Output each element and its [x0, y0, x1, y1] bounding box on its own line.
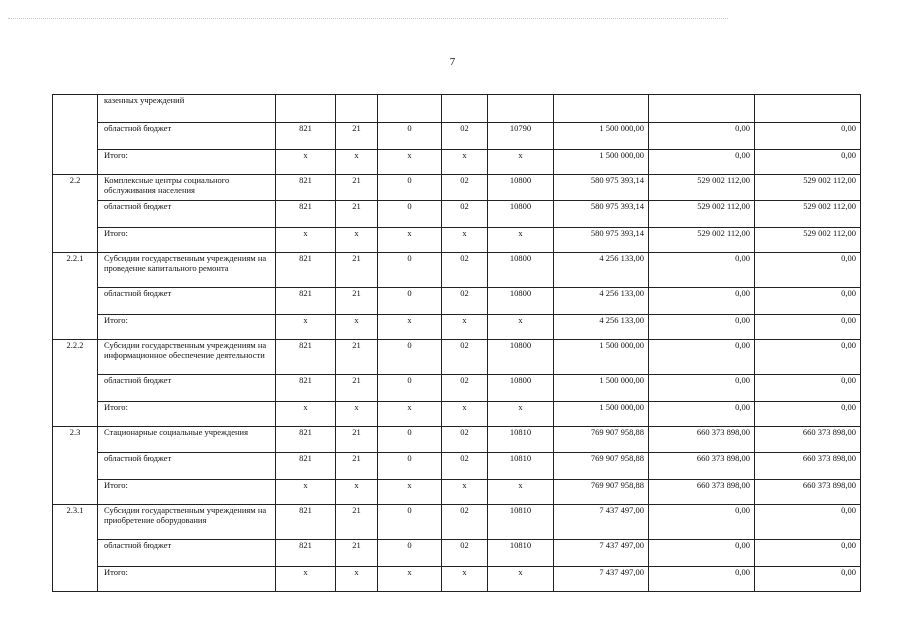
amount-cell-2: 0,00 [649, 402, 755, 427]
code-cell-1 [276, 95, 336, 123]
code-cell-3: 0 [378, 175, 442, 201]
item-name-cell: Итого: [98, 402, 276, 427]
item-name-cell: Итого: [98, 228, 276, 253]
table-row [53, 228, 861, 253]
amount-cell-3: 0,00 [755, 123, 861, 150]
code-cell-2: 21 [336, 175, 378, 201]
budget-table-body [53, 95, 861, 592]
code-cell-2: 21 [336, 288, 378, 315]
code-cell-4: 02 [442, 505, 488, 540]
amount-cell-2: 529 002 112,00 [649, 201, 755, 228]
amount-cell-1: 1 500 000,00 [554, 375, 649, 402]
code-cell-2: x [336, 150, 378, 175]
amount-cell-3: 529 002 112,00 [755, 175, 861, 201]
table-row [53, 150, 861, 175]
code-cell-3 [378, 95, 442, 123]
code-cell-1: x [276, 567, 336, 592]
code-cell-5 [488, 95, 554, 123]
code-cell-1: 821 [276, 453, 336, 480]
item-name-cell: Комплексные центры социального обслуживания населения [98, 175, 276, 201]
amount-cell-1: 4 256 133,00 [554, 288, 649, 315]
code-cell-5: 10810 [488, 505, 554, 540]
table-row [53, 427, 861, 453]
code-cell-5: 10800 [488, 288, 554, 315]
table-row [53, 123, 861, 150]
amount-cell-2: 660 373 898,00 [649, 480, 755, 505]
item-name-cell: областной бюджет [98, 288, 276, 315]
item-name-cell: Итого: [98, 315, 276, 340]
code-cell-2: 21 [336, 253, 378, 288]
code-cell-5: 10800 [488, 340, 554, 375]
code-cell-3: x [378, 567, 442, 592]
amount-cell-1: 1 500 000,00 [554, 402, 649, 427]
amount-cell-2: 0,00 [649, 288, 755, 315]
code-cell-3: x [378, 402, 442, 427]
code-cell-3: 0 [378, 253, 442, 288]
amount-cell-2: 0,00 [649, 253, 755, 288]
code-cell-4: 02 [442, 375, 488, 402]
amount-cell-2: 0,00 [649, 123, 755, 150]
item-number-cell: 2.2.1 [53, 253, 98, 340]
amount-cell-1: 580 975 393,14 [554, 175, 649, 201]
code-cell-1: 821 [276, 340, 336, 375]
code-cell-3: 0 [378, 123, 442, 150]
code-cell-4: x [442, 567, 488, 592]
amount-cell-3 [755, 95, 861, 123]
code-cell-4: 02 [442, 288, 488, 315]
item-number-cell: 2.3 [53, 427, 98, 505]
code-cell-4: 02 [442, 453, 488, 480]
amount-cell-3: 0,00 [755, 340, 861, 375]
amount-cell-3: 660 373 898,00 [755, 427, 861, 453]
amount-cell-1: 7 437 497,00 [554, 540, 649, 567]
code-cell-4: 02 [442, 340, 488, 375]
amount-cell-1: 4 256 133,00 [554, 315, 649, 340]
code-cell-2: 21 [336, 340, 378, 375]
code-cell-1: 821 [276, 375, 336, 402]
item-name-cell: областной бюджет [98, 201, 276, 228]
code-cell-5: x [488, 402, 554, 427]
scan-artifact-line [8, 18, 728, 19]
code-cell-1: x [276, 480, 336, 505]
code-cell-4: x [442, 480, 488, 505]
amount-cell-1: 4 256 133,00 [554, 253, 649, 288]
code-cell-1: 821 [276, 288, 336, 315]
amount-cell-3: 0,00 [755, 540, 861, 567]
code-cell-3: 0 [378, 340, 442, 375]
code-cell-4: 02 [442, 175, 488, 201]
amount-cell-1: 1 500 000,00 [554, 340, 649, 375]
code-cell-3: 0 [378, 453, 442, 480]
code-cell-1: 821 [276, 175, 336, 201]
amount-cell-3: 0,00 [755, 505, 861, 540]
code-cell-2: 21 [336, 201, 378, 228]
code-cell-2: x [336, 480, 378, 505]
code-cell-2: 21 [336, 123, 378, 150]
item-name-cell: Субсидии государственным учреждениям на проведение капитального ремонта [98, 253, 276, 288]
amount-cell-2: 0,00 [649, 567, 755, 592]
amount-cell-2 [649, 95, 755, 123]
item-number-cell [53, 95, 98, 175]
code-cell-4: 02 [442, 427, 488, 453]
code-cell-5: 10810 [488, 453, 554, 480]
code-cell-5: x [488, 228, 554, 253]
amount-cell-2: 0,00 [649, 540, 755, 567]
table-row [53, 402, 861, 427]
item-name-cell: казенных учреждений [98, 95, 276, 123]
table-row [53, 253, 861, 288]
code-cell-2: x [336, 402, 378, 427]
code-cell-3: 0 [378, 540, 442, 567]
amount-cell-1: 1 500 000,00 [554, 123, 649, 150]
table-row [53, 288, 861, 315]
code-cell-2: 21 [336, 375, 378, 402]
table-row [53, 480, 861, 505]
item-name-cell: Итого: [98, 480, 276, 505]
amount-cell-2: 660 373 898,00 [649, 453, 755, 480]
item-name-cell: Стационарные социальные учреждения [98, 427, 276, 453]
amount-cell-3: 660 373 898,00 [755, 453, 861, 480]
code-cell-5: 10800 [488, 375, 554, 402]
code-cell-4: x [442, 228, 488, 253]
code-cell-5: 10810 [488, 540, 554, 567]
table-row [53, 567, 861, 592]
code-cell-2: x [336, 315, 378, 340]
code-cell-3: 0 [378, 288, 442, 315]
code-cell-4: 02 [442, 253, 488, 288]
table-row [53, 201, 861, 228]
amount-cell-2: 660 373 898,00 [649, 427, 755, 453]
amount-cell-3: 529 002 112,00 [755, 201, 861, 228]
amount-cell-2: 0,00 [649, 150, 755, 175]
code-cell-2: 21 [336, 427, 378, 453]
code-cell-5: 10790 [488, 123, 554, 150]
amount-cell-1: 7 437 497,00 [554, 567, 649, 592]
page-number: 7 [449, 56, 456, 68]
code-cell-4: x [442, 150, 488, 175]
amount-cell-3: 0,00 [755, 315, 861, 340]
amount-cell-2: 0,00 [649, 340, 755, 375]
amount-cell-3: 0,00 [755, 375, 861, 402]
code-cell-5: x [488, 567, 554, 592]
code-cell-5: 10800 [488, 175, 554, 201]
code-cell-2: 21 [336, 505, 378, 540]
table-row [53, 540, 861, 567]
item-name-cell: Итого: [98, 567, 276, 592]
amount-cell-3: 529 002 112,00 [755, 228, 861, 253]
code-cell-1: x [276, 150, 336, 175]
code-cell-3: 0 [378, 375, 442, 402]
table-row [53, 315, 861, 340]
code-cell-3: 0 [378, 427, 442, 453]
code-cell-4 [442, 95, 488, 123]
item-name-cell: областной бюджет [98, 453, 276, 480]
code-cell-1: 821 [276, 253, 336, 288]
code-cell-3: x [378, 315, 442, 340]
item-name-cell: областной бюджет [98, 375, 276, 402]
amount-cell-1: 1 500 000,00 [554, 150, 649, 175]
amount-cell-2: 529 002 112,00 [649, 228, 755, 253]
item-name-cell: Субсидии государственным учреждениям на приобретение оборудования [98, 505, 276, 540]
amount-cell-2: 529 002 112,00 [649, 175, 755, 201]
item-number-cell: 2.2 [53, 175, 98, 253]
amount-cell-1: 580 975 393,14 [554, 201, 649, 228]
code-cell-1: 821 [276, 540, 336, 567]
item-number-cell: 2.3.1 [53, 505, 98, 592]
budget-table [52, 94, 861, 592]
code-cell-2: 21 [336, 540, 378, 567]
amount-cell-2: 0,00 [649, 315, 755, 340]
amount-cell-1 [554, 95, 649, 123]
item-name-cell: Итого: [98, 150, 276, 175]
amount-cell-3: 660 373 898,00 [755, 480, 861, 505]
amount-cell-1: 769 907 958,88 [554, 453, 649, 480]
amount-cell-3: 0,00 [755, 253, 861, 288]
amount-cell-3: 0,00 [755, 288, 861, 315]
amount-cell-2: 0,00 [649, 375, 755, 402]
table-row [53, 340, 861, 375]
amount-cell-3: 0,00 [755, 567, 861, 592]
amount-cell-1: 580 975 393,14 [554, 228, 649, 253]
item-number-cell: 2.2.2 [53, 340, 98, 427]
code-cell-5: x [488, 150, 554, 175]
code-cell-1: x [276, 402, 336, 427]
amount-cell-1: 769 907 958,88 [554, 480, 649, 505]
code-cell-2: 21 [336, 453, 378, 480]
code-cell-3: 0 [378, 505, 442, 540]
code-cell-5: x [488, 480, 554, 505]
amount-cell-3: 0,00 [755, 402, 861, 427]
code-cell-5: 10800 [488, 201, 554, 228]
code-cell-5: x [488, 315, 554, 340]
code-cell-4: 02 [442, 123, 488, 150]
code-cell-2: x [336, 228, 378, 253]
code-cell-3: x [378, 150, 442, 175]
code-cell-3: x [378, 480, 442, 505]
item-name-cell: областной бюджет [98, 540, 276, 567]
code-cell-2: x [336, 567, 378, 592]
code-cell-1: x [276, 228, 336, 253]
item-name-cell: областной бюджет [98, 123, 276, 150]
item-name-cell: Субсидии государственным учреждениям на информационное обеспечение деятельности [98, 340, 276, 375]
code-cell-3: x [378, 228, 442, 253]
table-row [53, 175, 861, 201]
table-row [53, 453, 861, 480]
amount-cell-1: 7 437 497,00 [554, 505, 649, 540]
code-cell-1: x [276, 315, 336, 340]
amount-cell-1: 769 907 958,88 [554, 427, 649, 453]
code-cell-4: 02 [442, 201, 488, 228]
code-cell-2 [336, 95, 378, 123]
code-cell-5: 10800 [488, 253, 554, 288]
table-row [53, 375, 861, 402]
code-cell-1: 821 [276, 201, 336, 228]
code-cell-4: x [442, 315, 488, 340]
code-cell-5: 10810 [488, 427, 554, 453]
code-cell-3: 0 [378, 201, 442, 228]
table-row [53, 95, 861, 123]
code-cell-4: x [442, 402, 488, 427]
code-cell-1: 821 [276, 123, 336, 150]
amount-cell-2: 0,00 [649, 505, 755, 540]
code-cell-4: 02 [442, 540, 488, 567]
amount-cell-3: 0,00 [755, 150, 861, 175]
code-cell-1: 821 [276, 427, 336, 453]
table-row [53, 505, 861, 540]
code-cell-1: 821 [276, 505, 336, 540]
